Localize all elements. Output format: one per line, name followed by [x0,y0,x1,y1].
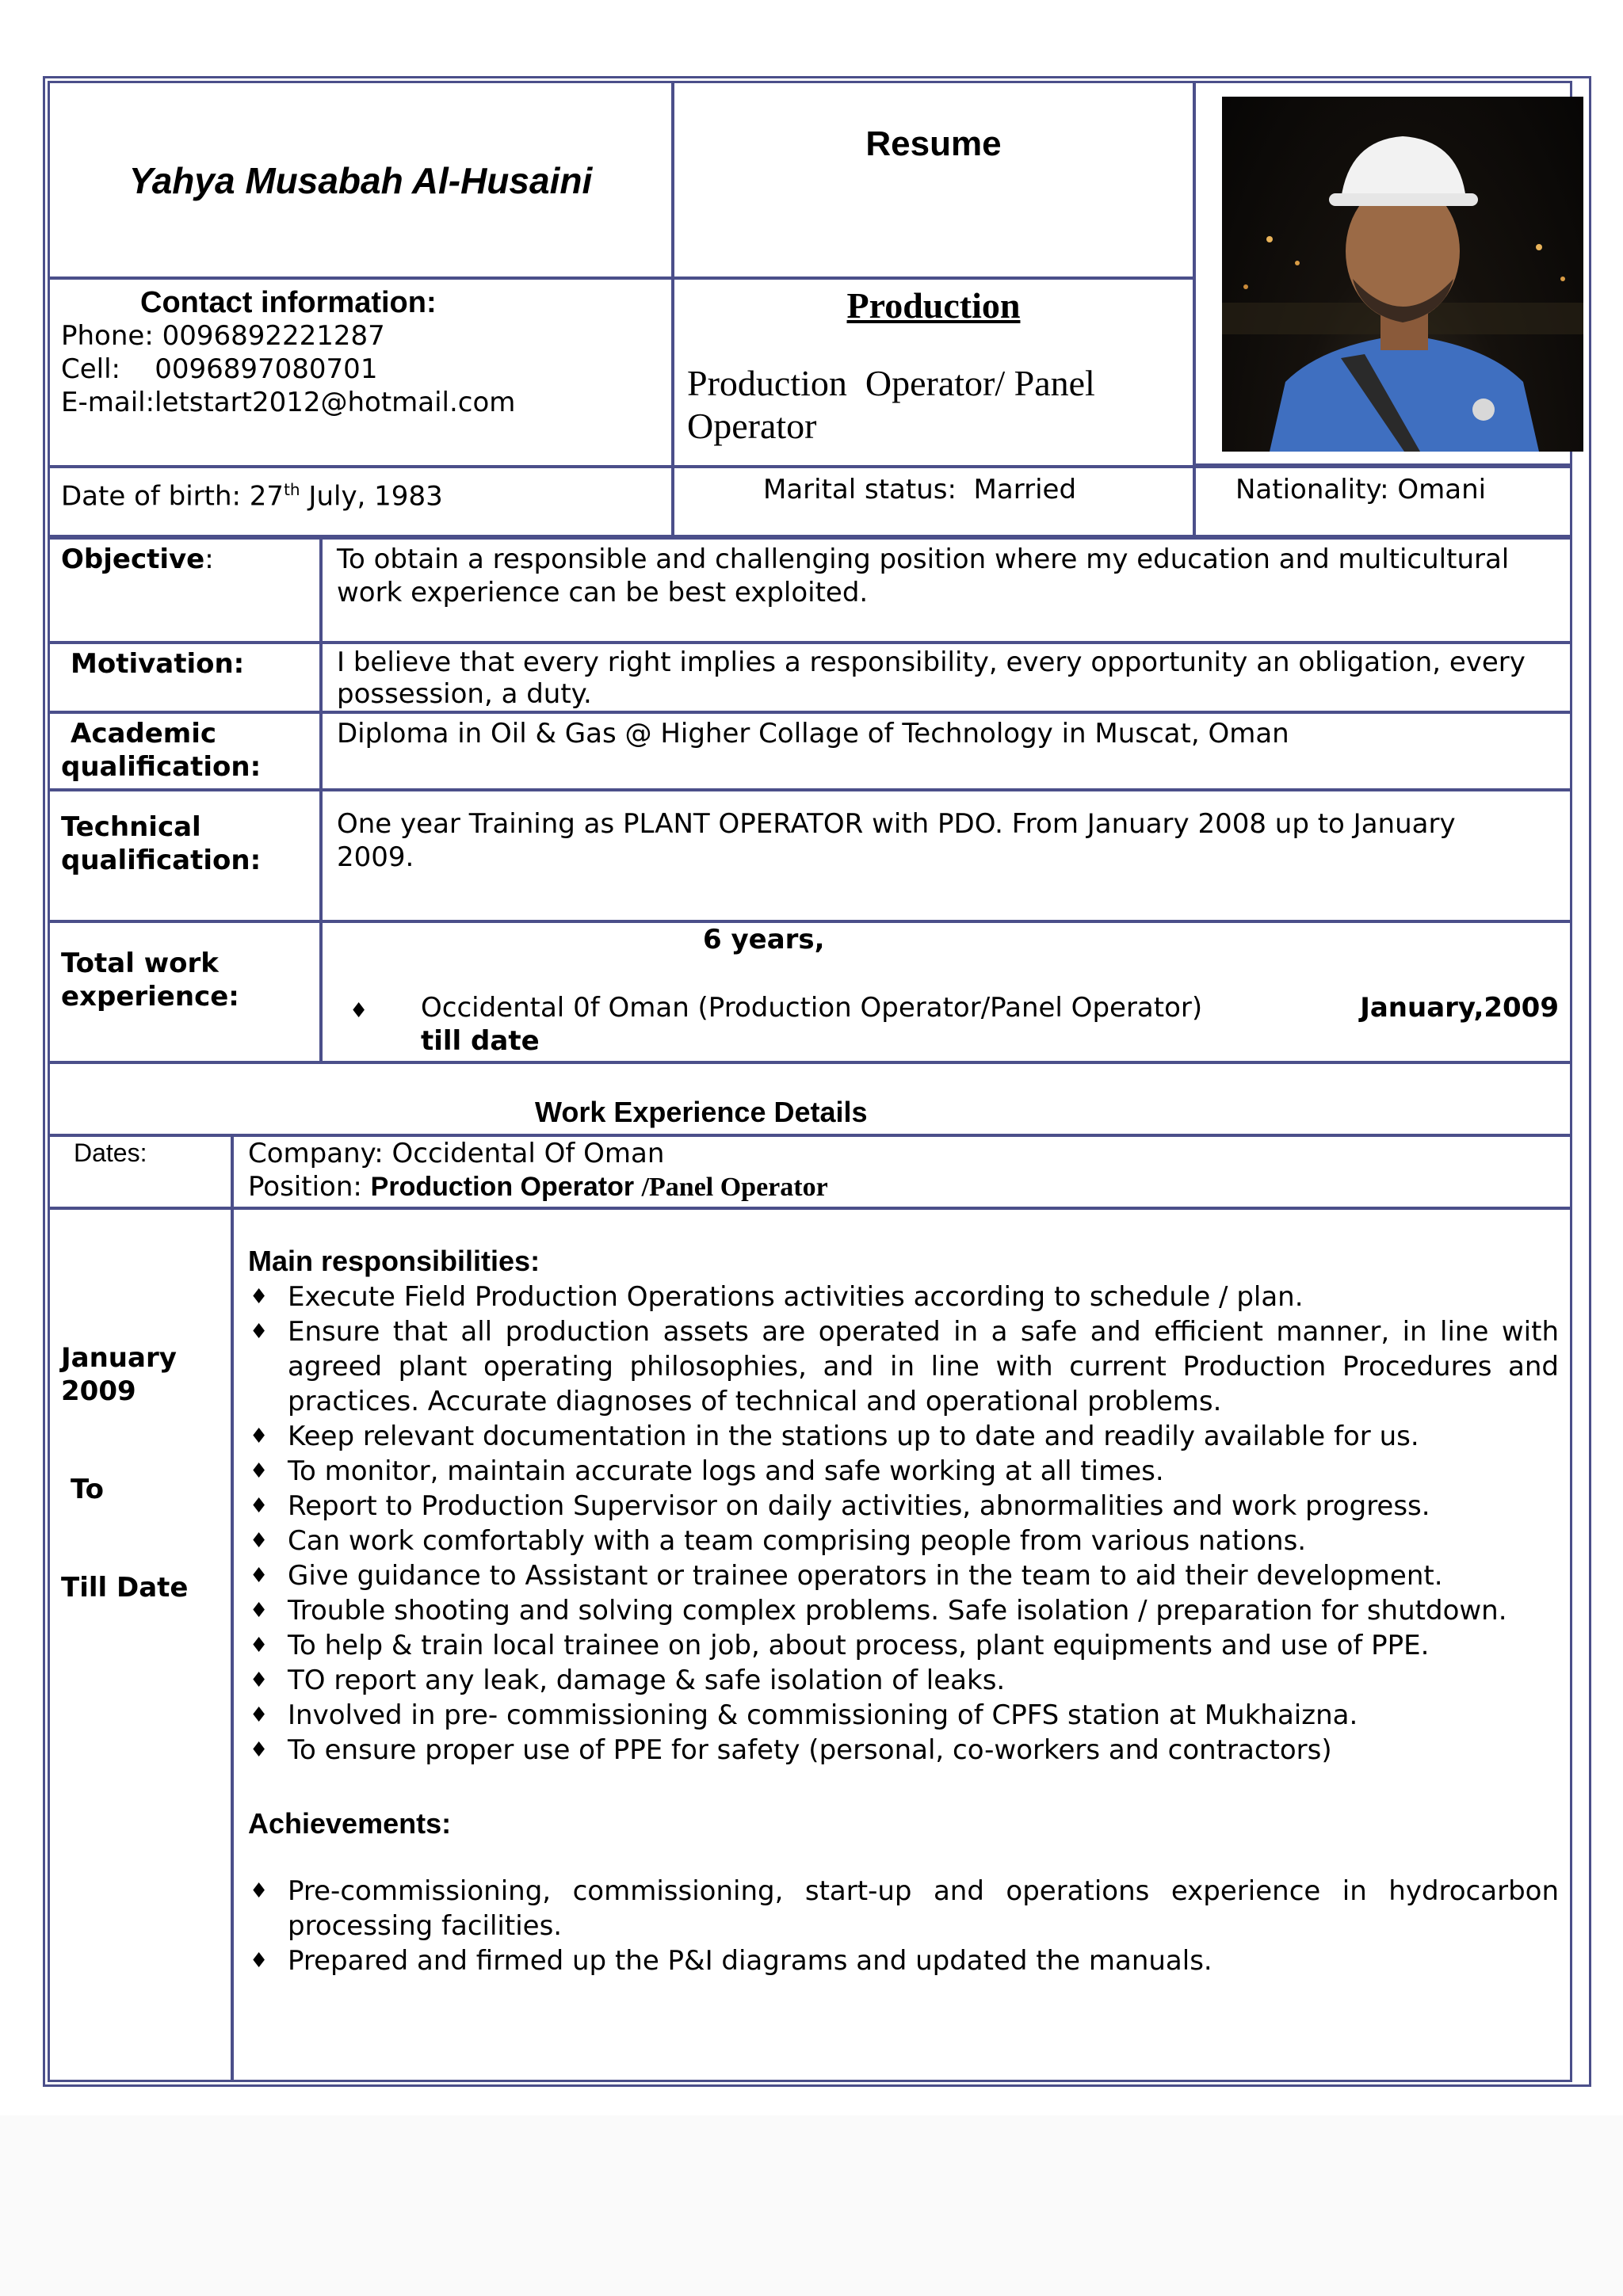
list-item: ♦ Trouble shooting and solving complex problems. Safe isolation / preparation for shutdown. [248,1593,1559,1628]
list-item: ♦ Prepared and firmed up the P&I diagrams and updated the manuals. [248,1943,1559,1978]
list-item: ♦ Can work comfortably with a team comprising people from various nations. [248,1524,1559,1558]
experience-years: 6 years, [703,924,825,955]
experience-label-cell [48,921,322,1063]
work-details-heading: Work Experience Details [535,1096,868,1128]
achievements-heading: Achievements: [248,1807,452,1840]
period-start-year: 2009 [61,1375,136,1407]
company-name: Company: Occidental Of Oman [248,1138,665,1169]
list-item: ♦ Keep relevant documentation in the stations up to date and readily available for us. [248,1419,1559,1454]
date-of-birth: Date of birth: 27th July, 1983 [61,480,443,513]
technical-text-cell [320,789,1572,922]
technical-label-2: qualification: [61,845,262,876]
dates-label-cell [48,1135,233,1209]
technical-label-cell [48,789,322,922]
motivation-label: Motivation: [71,648,245,680]
contact-heading: Contact information: [140,286,437,319]
nationality-cell [1193,466,1572,537]
contact-cell [48,277,674,467]
marital-status: Marital status: Married [763,474,1077,505]
list-item: ♦ Report to Production Supervisor on daily activities, abnormalities and work progress. [248,1489,1559,1524]
nationality: Nationality: Omani [1235,474,1487,505]
period-start-month: January [61,1342,177,1374]
position-line-1: Production Operator/ Panel [687,363,1095,403]
motivation-label-cell [48,642,322,713]
technical-label-1: Technical [61,811,201,843]
position-title: Position: Production Operator /Panel Operator [248,1171,828,1203]
period-cell [48,1207,233,2082]
academic-label-2: qualification: [61,751,262,783]
list-item: ♦ TO report any leak, damage & safe isolation of leaks. [248,1663,1559,1698]
experience-text-cell [320,921,1572,1063]
responsibilities-list [248,1280,1559,1768]
list-item: ♦ To ensure proper use of PPE for safety (personal, co-workers and contractors) [248,1733,1559,1768]
position-line-2: Operator [687,406,817,446]
marital-cell [672,466,1195,537]
name-cell [48,81,674,279]
objective-label: Objective: [61,543,214,575]
period-end: Till Date [61,1572,189,1604]
dob-cell [48,466,674,537]
experience-start: January,2009 [1360,992,1559,1024]
academic-label-1: Academic [71,718,217,749]
list-item: ♦ Ensure that all production assets are operated in a safe and efficient manner, in line with agreed plant operating philosophies, and in line with current Production Procedures and practices. Accurate diagnoses of technical and operational problems. [248,1314,1559,1419]
person-portrait-icon [1222,97,1583,452]
objective-line-2: work experience can be best exploited. [337,577,869,608]
list-item: ♦ To help & train local trainee on job, about process, plant equipments and use of PPE. [248,1628,1559,1663]
objective-line-1: To obtain a responsible and challenging position where my education and multicultural [337,543,1510,575]
document-title: Resume [865,124,1002,163]
company-cell [231,1135,1572,1209]
dates-label: Dates: [74,1138,147,1167]
achievements-list [248,1874,1559,1978]
responsibilities-heading: Main responsibilities: [248,1245,540,1277]
profile-photo [1222,97,1583,452]
technical-line-1: One year Training as PLANT OPERATOR with PDO. From January 2008 up to January [337,808,1456,840]
experience-company: Occidental 0f Oman (Production Operator/Panel Operator) [421,992,1203,1024]
motivation-line-2: possession, a duty. [337,678,592,710]
academic-text-cell [320,711,1572,791]
responsibilities-cell [231,1207,1572,2082]
list-item: ♦ Give guidance to Assistant or trainee operators in the team to aid their development. [248,1558,1559,1593]
details-heading-cell [48,1062,1572,1136]
experience-label-2: experience: [61,981,239,1013]
period-to: To [71,1474,105,1505]
academic-qualification: Diploma in Oil & Gas @ Higher Collage of Technology in Muscat, Oman [337,718,1289,749]
page-bottom-margin [0,2115,1623,2296]
email-address: E-mail:letstart2012@hotmail.com [61,387,516,418]
candidate-name: Yahya Musabah Al-Husaini [128,160,593,201]
objective-label-cell [48,537,322,643]
diamond-bullet-icon: ♦ [349,999,369,1023]
experience-till: till date [421,1025,540,1057]
phone-number: Phone: 0096892221287 [61,320,385,352]
objective-text-cell [320,537,1572,643]
technical-line-2: 2009. [337,841,414,873]
list-item: ♦ Involved in pre- commissioning & commissioning of CPFS station at Mukhaizna. [248,1698,1559,1733]
position-heading: Production [846,285,1021,326]
position-cell [672,277,1195,467]
cell-number: Cell: 0096897080701 [61,353,378,385]
title-cell [672,81,1195,279]
list-item: ♦ To monitor, maintain accurate logs and safe working at all times. [248,1454,1559,1489]
list-item: ♦ Execute Field Production Operations activities according to schedule / plan. [248,1280,1559,1314]
motivation-text-cell [320,642,1572,713]
motivation-line-1: I believe that every right implies a responsibility, every opportunity an obligation, every [337,646,1526,678]
list-item: ♦ Pre-commissioning, commissioning, start-up and operations experience in hydrocarbon processing facilities. [248,1874,1559,1943]
academic-label-cell [48,711,322,791]
experience-label-1: Total work [61,948,219,979]
